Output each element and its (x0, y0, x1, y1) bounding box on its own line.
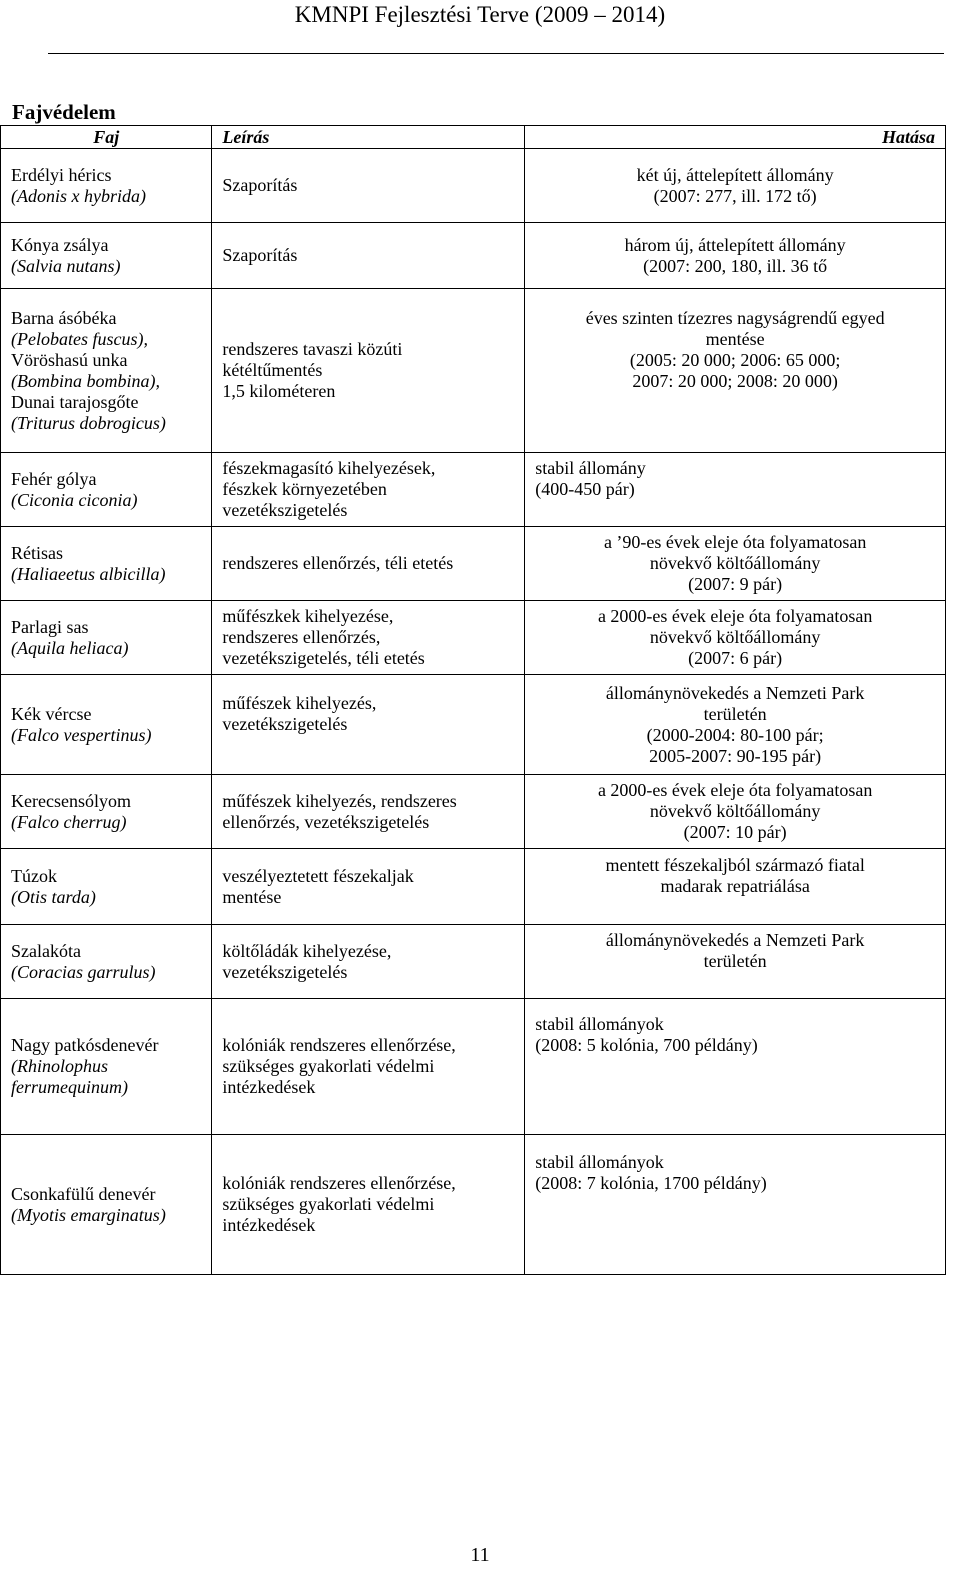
effect-line: stabil állományok (535, 1014, 664, 1034)
species-common-name: Erdélyi hérics (11, 164, 112, 185)
effect-line: madarak repatriálása (660, 876, 810, 896)
description-cell (212, 527, 525, 601)
description-line: vezetékszigetelés (222, 961, 348, 982)
header-faj: Faj (1, 126, 212, 149)
species-common-name: Dunai tarajosgőte (11, 391, 139, 412)
effect-line: a 2000-es évek eleje óta folyamatosan (597, 780, 873, 800)
effect-cell (525, 289, 946, 453)
effect-cell (525, 849, 946, 925)
table-row (1, 149, 946, 223)
description-line: kolóniák rendszeres ellenőrzése, (222, 1173, 456, 1193)
effect-cell (525, 527, 946, 601)
effect-cell (525, 925, 946, 999)
description-cell (212, 149, 525, 223)
effect-cell (525, 601, 946, 675)
table-row (1, 453, 946, 527)
species-cell (1, 527, 212, 601)
description-line: szükséges gyakorlati védelmi (222, 1194, 435, 1214)
description-cell (212, 849, 525, 925)
species-cell (1, 675, 212, 775)
table-row (1, 289, 946, 453)
header-leiras: Leírás (212, 126, 525, 149)
effect-line: (2007: 200, 180, ill. 36 tő (643, 255, 828, 276)
description-cell (212, 925, 525, 999)
effect-line (535, 1077, 935, 1098)
table-header-row (1, 126, 946, 149)
species-latin-name: (Otis tarda) (11, 886, 96, 907)
species-latin-name: (Aquila heliaca) (11, 637, 129, 658)
species-latin-name: (Triturus dobrogicus) (11, 412, 166, 433)
effect-line: területén (703, 703, 767, 724)
species-latin-name: (Myotis emarginatus) (11, 1204, 166, 1225)
table-row (1, 223, 946, 289)
header-rule (48, 53, 944, 54)
effect-line: (2007: 9 pár) (688, 574, 783, 594)
species-common-name: Parlagi sas (11, 616, 89, 637)
effect-line: (2000-2004: 80-100 pár; (646, 724, 824, 745)
description-cell (212, 775, 525, 849)
species-cell (1, 999, 212, 1135)
effect-line (535, 972, 935, 993)
effect-line: három új, áttelepített állomány (624, 234, 846, 255)
description-line: mentése (222, 886, 282, 907)
effect-line: (2008: 5 kolónia, 700 példány) (535, 1035, 758, 1055)
effect-line: stabil állomány (535, 458, 646, 478)
species-common-name: Rétisas (11, 542, 63, 563)
table-row (1, 999, 946, 1135)
effect-line: a 2000-es évek eleje óta folyamatosan (597, 606, 873, 626)
effect-line: (400-450 pár) (535, 479, 635, 499)
description-line: vezetékszigetelés (222, 500, 348, 520)
description-line: ellenőrzés, vezetékszigetelés (222, 811, 430, 832)
header-hatasa: Hatása (525, 126, 946, 149)
species-latin-name: (Coracias garrulus) (11, 961, 156, 982)
species-common-name: Kerecsensólyom (11, 790, 131, 811)
table-row (1, 925, 946, 999)
description-line: műfészek kihelyezés, (222, 693, 377, 713)
table-row (1, 775, 946, 849)
description-cell (212, 453, 525, 527)
table-row (1, 849, 946, 925)
section-title: Fajvédelem (12, 100, 116, 124)
description-line (222, 735, 514, 756)
effect-line: 2007: 20 000; 2008: 20 000) (632, 370, 838, 391)
species-latin-name: (Rhinolophus (11, 1056, 108, 1076)
effect-line: állománynövekedés a Nemzeti Park (605, 682, 865, 703)
species-cell (1, 601, 212, 675)
species-common-name: Szalakóta (11, 940, 81, 961)
description-line: műfészek kihelyezés, rendszeres (222, 790, 457, 811)
effect-line (535, 500, 935, 521)
species-common-name: Nagy patkósdenevér (11, 1035, 159, 1055)
effect-line (535, 1098, 935, 1119)
description-line: kétéltűmentés (222, 360, 323, 380)
species-latin-name: (Falco vespertinus) (11, 724, 152, 745)
description-line: költőládák kihelyezése, (222, 940, 392, 961)
effect-line: területén (703, 951, 767, 971)
species-common-name: Kónya zsálya (11, 234, 109, 255)
effect-line: növekvő költőállomány (649, 801, 821, 821)
effect-line (535, 1056, 935, 1077)
description-line: veszélyeztetett fészekaljak (222, 865, 414, 886)
species-latin-name: (Pelobates fuscus), (11, 328, 148, 349)
effect-line: éves szinten tízezres nagyságrendű egyed (585, 307, 885, 328)
effect-cell (525, 149, 946, 223)
description-line: kolóniák rendszeres ellenőrzése, (222, 1035, 456, 1055)
table-row (1, 601, 946, 675)
effect-line: (2007: 6 pár) (688, 648, 783, 668)
species-latin-name: (Adonis x hybrida) (11, 185, 146, 206)
effect-cell (525, 999, 946, 1135)
effect-line: mentése (705, 328, 765, 349)
effect-line: mentett fészekaljból származó fiatal (605, 855, 865, 875)
effect-line (535, 1236, 935, 1257)
description-cell (212, 999, 525, 1135)
description-line: Szaporítás (222, 175, 298, 195)
page-number: 11 (470, 1544, 490, 1566)
effect-line: stabil állományok (535, 1152, 664, 1172)
effect-line (535, 413, 935, 434)
species-common-name: Kék vércse (11, 703, 92, 724)
effect-line: (2008: 7 kolónia, 1700 példány) (535, 1173, 767, 1193)
effect-line (535, 897, 935, 918)
table-row (1, 1135, 946, 1275)
species-common-name: Fehér gólya (11, 468, 97, 489)
effect-line: (2007: 277, ill. 172 tő) (653, 185, 817, 206)
effect-line (535, 392, 935, 413)
species-cell (1, 775, 212, 849)
species-latin-name: (Haliaeetus albicilla) (11, 563, 166, 584)
species-cell (1, 925, 212, 999)
description-line: intézkedések (222, 1077, 316, 1097)
effect-line: két új, áttelepített állomány (636, 164, 834, 185)
description-line: 1,5 kilométeren (222, 381, 336, 401)
species-cell (1, 849, 212, 925)
effect-cell (525, 775, 946, 849)
effect-line: állománynövekedés a Nemzeti Park (605, 930, 865, 950)
effect-line: növekvő költőállomány (649, 553, 821, 573)
species-cell (1, 149, 212, 223)
effect-line: növekvő költőállomány (649, 627, 821, 647)
description-line: rendszeres ellenőrzés, téli etetés (222, 553, 454, 573)
description-line: fészekmagasító kihelyezések, (222, 458, 436, 478)
description-cell (212, 289, 525, 453)
description-line: rendszeres ellenőrzés, (222, 627, 381, 647)
description-line: vezetékszigetelés (222, 714, 348, 734)
description-line: szükséges gyakorlati védelmi (222, 1056, 435, 1076)
species-latin-name: (Bombina bombina), (11, 370, 160, 391)
species-common-name: Túzok (11, 865, 57, 886)
species-cell (1, 289, 212, 453)
effect-line: (2005: 20 000; 2006: 65 000; (629, 349, 841, 370)
description-cell (212, 675, 525, 775)
effect-cell (525, 223, 946, 289)
species-latin-name: (Salvia nutans) (11, 255, 121, 276)
effect-cell (525, 453, 946, 527)
effect-cell (525, 675, 946, 775)
description-line: rendszeres tavaszi közúti (222, 339, 403, 359)
species-cell (1, 223, 212, 289)
effect-line (535, 1215, 935, 1236)
description-line: intézkedések (222, 1215, 316, 1235)
effect-cell (525, 1135, 946, 1275)
species-cell (1, 453, 212, 527)
description-cell (212, 223, 525, 289)
species-latin-name: ferrumequinum) (11, 1077, 128, 1097)
effect-line: a ’90-es évek eleje óta folyamatosan (603, 532, 867, 552)
species-common-name: Barna ásóbéka (11, 307, 117, 328)
description-line: Szaporítás (222, 245, 298, 265)
table-row (1, 527, 946, 601)
description-line: műfészkek kihelyezése, (222, 606, 394, 626)
table-row (1, 675, 946, 775)
description-line: fészkek környezetében (222, 479, 387, 499)
species-common-name: Csonkafülű denevér (11, 1183, 156, 1204)
document-header-title: KMNPI Fejlesztési Terve (2009 – 2014) (294, 2, 666, 27)
table-body (1, 149, 946, 1275)
effect-line (535, 1194, 935, 1215)
effect-line: 2005-2007: 90-195 pár) (649, 745, 822, 766)
species-latin-name: (Falco cherrug) (11, 811, 127, 832)
species-protection-table (0, 125, 946, 1275)
description-cell (212, 601, 525, 675)
species-cell (1, 1135, 212, 1275)
description-cell (212, 1135, 525, 1275)
effect-line: (2007: 10 pár) (683, 822, 787, 842)
species-latin-name: (Ciconia ciconia) (11, 489, 138, 510)
description-line: vezetékszigetelés, téli etetés (222, 648, 425, 668)
species-common-name: Vöröshasú unka (11, 349, 128, 370)
